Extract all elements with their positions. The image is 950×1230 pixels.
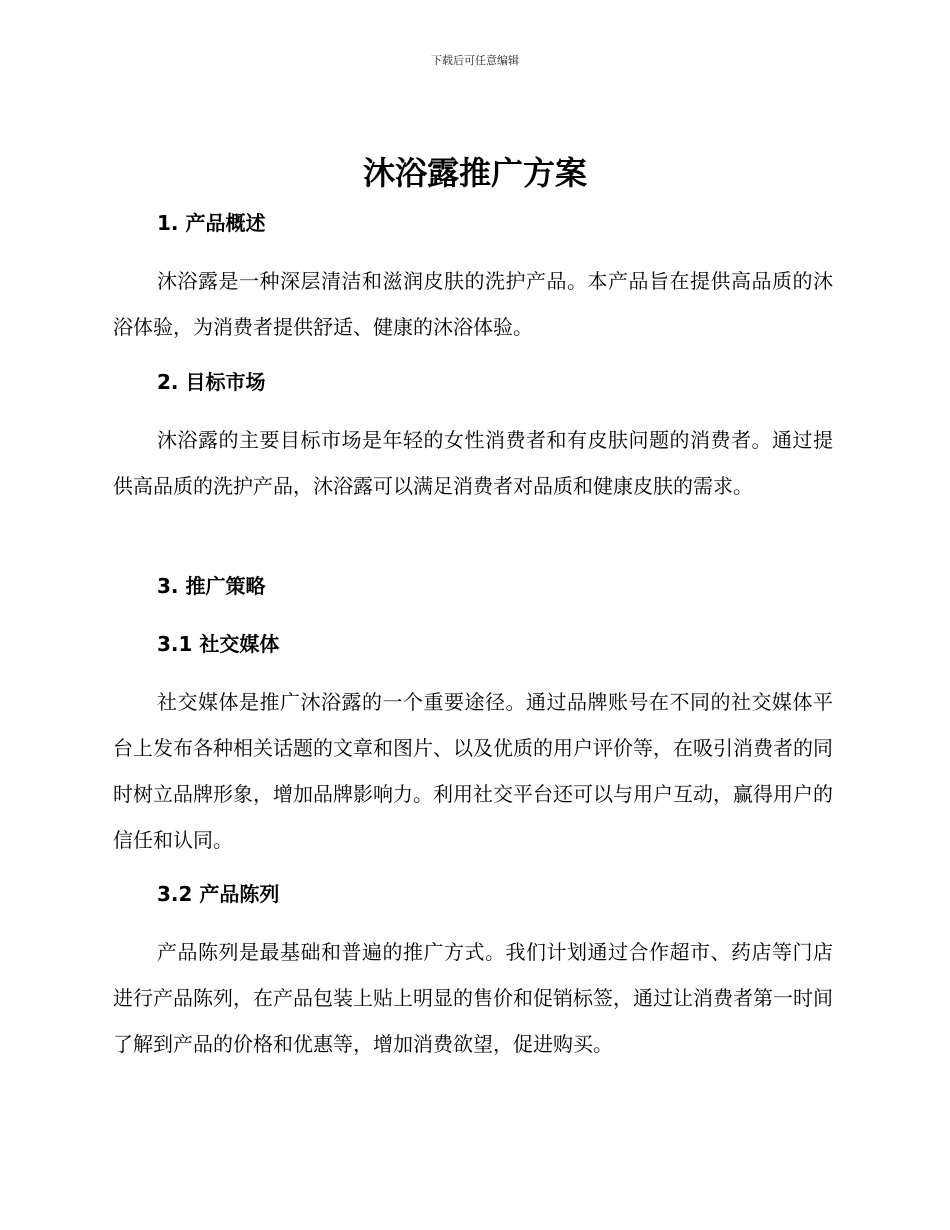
section-paragraph-product-overview: 沐浴露是一种深层清洁和滋润皮肤的洗护产品。本产品旨在提供高品质的沐浴体验，为消费者提供舒适、健康的沐浴体验。 — [113, 269, 833, 339]
section-heading-target-market: 2. 目标市场 — [157, 370, 266, 394]
document-title: 沐浴露推广方案 — [362, 154, 587, 192]
subsection-paragraph-product-display: 产品陈列是最基础和普遍的推广方式。我们计划通过合作超市、药店等门店进行产品陈列，在产品包装上贴上明显的售价和促销标签，通过让消费者第一时间了解到产品的价格和优惠等，增加消费欲望，促进购买。 — [113, 940, 833, 1056]
section-paragraph-target-market: 沐浴露的主要目标市场是年轻的女性消费者和有皮肤问题的消费者。通过提供高品质的洗护产品，沐浴露可以满足消费者对品质和健康皮肤的需求。 — [113, 428, 833, 498]
section-heading-product-overview: 1. 产品概述 — [157, 211, 266, 235]
subsection-paragraph-social-media: 社交媒体是推广沐浴露的一个重要途径。通过品牌账号在不同的社交媒体平台上发布各种相关话题的文章和图片、以及优质的用户评价等，在吸引消费者的同时树立品牌形象，增加品牌影响力。利用社交平台还可以与用户互动，赢得用户的信任和认同。 — [113, 690, 833, 852]
section-heading-promotion-strategy: 3. 推广策略 — [157, 574, 266, 598]
subsection-heading-product-display: 3.2 产品陈列 — [157, 882, 280, 906]
page-header-note: 下载后可任意编辑 — [431, 54, 519, 67]
subsection-heading-social-media: 3.1 社交媒体 — [157, 632, 280, 656]
